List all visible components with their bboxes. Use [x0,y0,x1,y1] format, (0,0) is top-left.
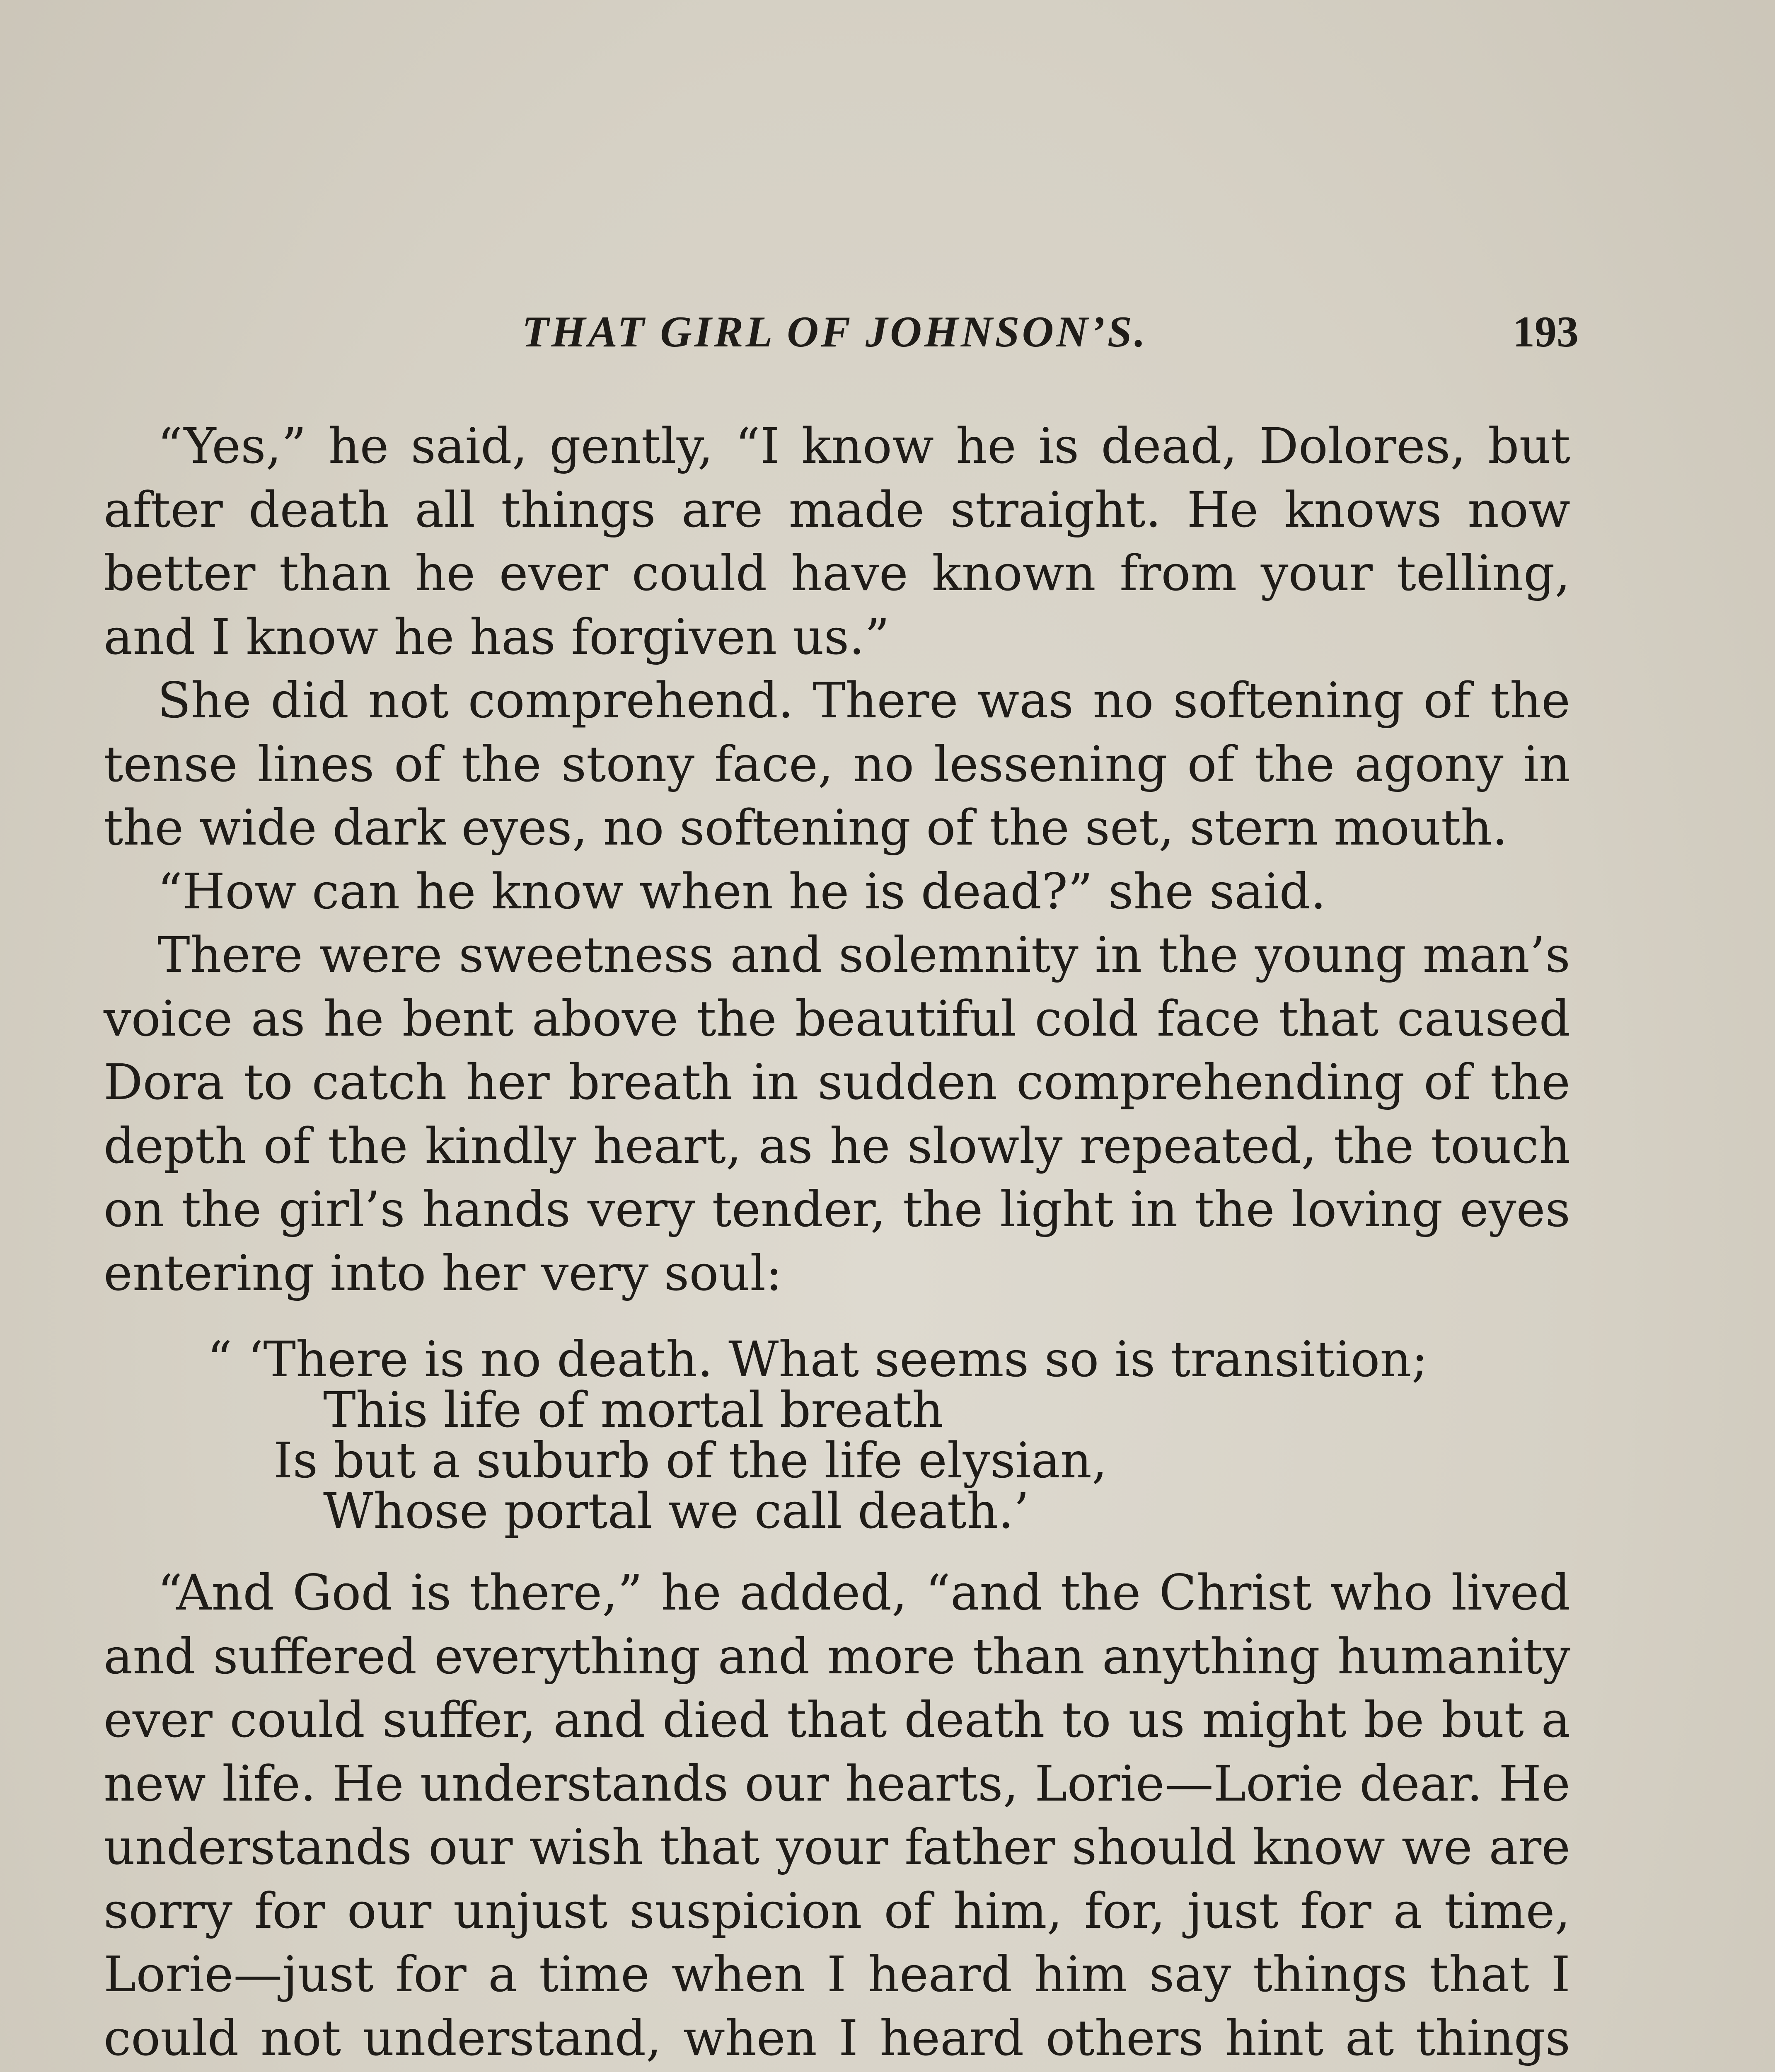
poem-line: “ ‘There is no death. What seems so is transition; [207,1331,1428,1388]
page-body [104,414,1570,2072]
paragraph: “Yes,” he said, gently, “I know he is dead, Dolores, but after death all things are made straight. He knows now better than he ever could have known from your telling, and I know he has forgiven us.” [104,417,1570,666]
paragraph: She did not comprehend. There was no softening of the tense lines of the stony face, no lessening of the agony in the wide dark eyes, no softening of the set, stern mouth. [104,672,1570,856]
page-number: 193 [1513,307,1579,356]
poem-quote [104,1331,1570,1539]
page-header [104,307,1579,373]
paragraph: There were sweetness and solemnity in the young man’s voice as he bent above the beautiful cold face that caused Dora to catch her breath in sudden comprehending of the depth of the kindly heart, as he slowly repeated, the touch on the girl’s hands very tender, the light in the loving eyes entering into her very soul: [104,926,1570,1302]
running-title: THAT GIRL OF JOHNSON’S. [522,307,1148,356]
paragraph: “How can he know when he is dead?” she said. [157,862,1326,920]
paragraph: “And God is there,” he added, “and the Christ who lived and suffered everything and more than anything humanity ever could suffer, and died that death to us might be but a new life. He understands our hearts, Lorie—Lorie dear. He understands our wish that your father should know we are sorry for our unjust suspicion of him, for, just for a time, Lorie—just for a time when I heard him say things that I could not understand, when I heard others hint at things [104,1564,1570,2067]
poem-line: Whose portal we call death.’ [323,1482,1030,1539]
poem-line: Is but a suburb of the life elysian, [273,1432,1108,1489]
poem-line: This life of mortal breath [323,1381,944,1438]
